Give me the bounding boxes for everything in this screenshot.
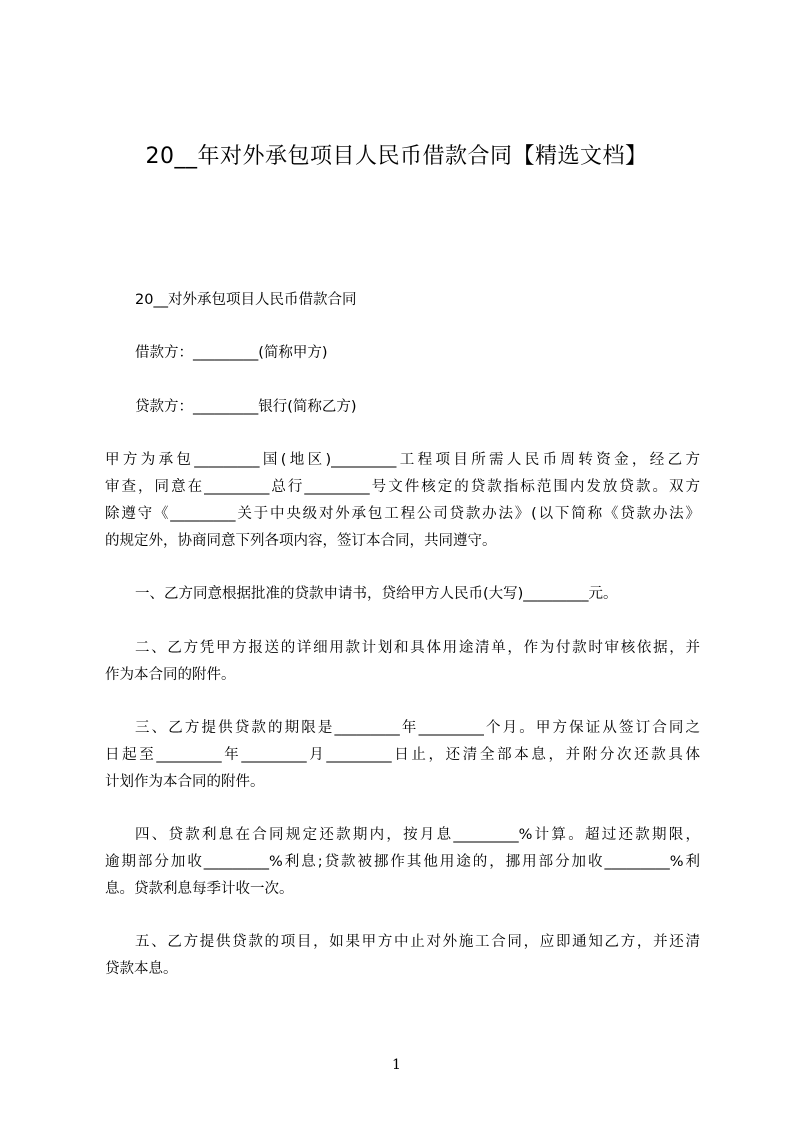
clause-4-line-2: 逾期部分加收_________%利息;贷款被挪作其他用途的，挪用部分加收_________%利 <box>105 854 700 870</box>
clause-3-line-3: 计划作为本合同的附件。 <box>105 774 265 790</box>
clause-5-line-2: 贷款本息。 <box>105 961 178 977</box>
clause-4-line-1: 四、贷款利息在合同规定还款期内，按月息_________%计算。超过还款期限， <box>135 827 700 843</box>
preamble-line-3: 除遵守《_________关于中央级对外承包工程公司贷款办法》(以下简称《贷款办法》 <box>105 506 700 522</box>
clause-1: 一、乙方同意根据批准的贷款申请书，贷给甲方人民币(大写)_________元。 <box>135 586 618 602</box>
lender-line: 贷款方：_________银行(简称乙方) <box>135 399 357 415</box>
clause-3-line-2: 日起至_________年_________月_________日止，还清全部本息，并附分次还款具体 <box>105 747 700 763</box>
clause-2-line-1: 二、乙方凭甲方报送的详细用款计划和具体用途清单，作为付款时审核依据，并 <box>135 640 700 656</box>
clause-3-line-1: 三、乙方提供贷款的期限是_________年_________个月。甲方保证从签订合同之 <box>135 720 700 736</box>
borrower-line: 借款方：_________(简称甲方) <box>135 345 328 361</box>
page-number: 1 <box>392 1057 401 1073</box>
preamble-line-1: 甲方为承包_________国(地区)_________工程项目所需人民币周转资金，经乙方 <box>105 452 700 468</box>
clause-2-line-2: 作为本合同的附件。 <box>105 667 236 683</box>
document-title: 20__年对外承包项目人民币借款合同【精选文档】 <box>145 144 648 169</box>
contract-subtitle: 20__对外承包项目人民币借款合同 <box>135 292 357 308</box>
preamble-line-4: 的规定外，协商同意下列各项内容，签订本合同，共同遵守。 <box>105 533 497 549</box>
preamble-line-2: 审查，同意在_________总行_________号文件核定的贷款指标范围内发放贷款。双方 <box>105 479 700 495</box>
clause-5-line-1: 五、乙方提供贷款的项目，如果甲方中止对外施工合同，应即通知乙方，并还清 <box>135 934 700 950</box>
clause-4-line-3: 息。贷款利息每季计收一次。 <box>105 881 294 897</box>
